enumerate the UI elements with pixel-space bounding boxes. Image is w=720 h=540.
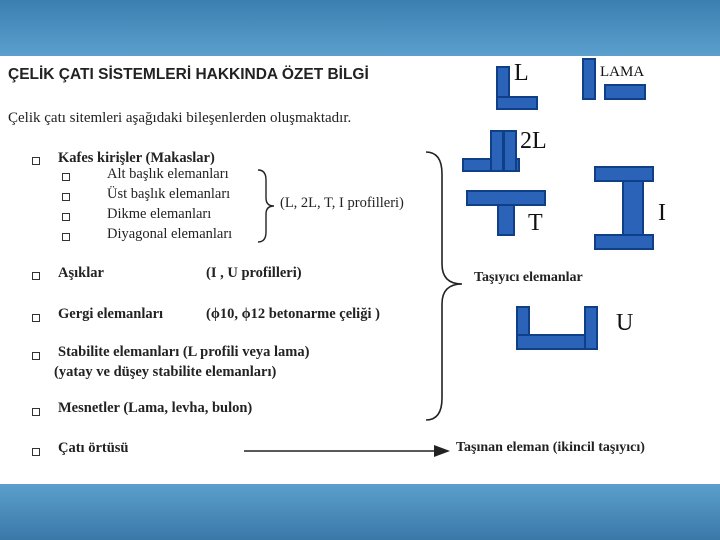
i-profile-icon: [594, 234, 654, 250]
kafes-item-ust: Üst başlık elemanları: [107, 186, 231, 202]
t-label: T: [528, 210, 543, 236]
tasinan-label: Taşınan eleman (ikincil taşıyıcı): [456, 440, 645, 455]
background-bottom: [0, 484, 720, 540]
sub-bullet: [62, 173, 70, 181]
stabilite-line1: Stabilite elemanları (L profili veya lama): [58, 344, 310, 360]
i-profile-icon: [622, 180, 644, 236]
l-label: L: [514, 60, 529, 86]
main-brace: [422, 150, 470, 422]
sub-bullet: [62, 233, 70, 241]
kafes-heading: Kafes kirişler (Makaslar): [58, 150, 215, 166]
bullet-stabilite: [32, 352, 40, 360]
i-label: I: [658, 200, 666, 226]
background-top: [0, 0, 720, 56]
bullet-gergi: [32, 314, 40, 322]
bullet-mesnetler: [32, 408, 40, 416]
bullet-asiklar: [32, 272, 40, 280]
lama-vertical-icon: [582, 58, 596, 100]
u-label: U: [616, 310, 634, 336]
gergi-label: Gergi elemanları: [58, 306, 164, 322]
slide-title: ÇELİK ÇATI SİSTEMLERİ HAKKINDA ÖZET BİLGİ: [8, 66, 369, 83]
lama-horizontal-icon: [604, 84, 646, 100]
bullet-kafes: [32, 157, 40, 165]
u-profile-icon: [584, 306, 598, 350]
lama-label: LAMA: [600, 64, 645, 80]
kafes-item-dikme: Dikme elemanları: [107, 206, 212, 222]
mesnetler-label: Mesnetler (Lama, levha, bulon): [58, 400, 253, 416]
asiklar-label: Aşıklar: [58, 265, 104, 281]
sub-bullet: [62, 213, 70, 221]
stabilite-line2: (yatay ve düşey stabilite elemanları): [54, 364, 277, 380]
u-profile-icon: [516, 334, 588, 350]
kafes-brace: [256, 168, 278, 244]
asiklar-profiles: (I , U profilleri): [206, 265, 302, 281]
kafes-profiles: (L, 2L, T, I profilleri): [280, 195, 404, 211]
2l-profile-icon: [503, 130, 517, 172]
tasiyici-label: Taşıyıcı elemanlar: [474, 270, 583, 285]
intro-text: Çelik çatı sitemleri aşağıdaki bileşenlerden oluşmaktadır.: [8, 110, 352, 126]
bullet-cati: [32, 448, 40, 456]
2l-profile-icon: [490, 130, 504, 172]
kafes-item-diyagonal: Diyagonal elemanları: [107, 226, 233, 242]
t-profile-icon: [497, 204, 515, 236]
kafes-item-alt: Alt başlık elemanları: [107, 166, 229, 182]
cati-label: Çatı örtüsü: [58, 440, 129, 456]
sub-bullet: [62, 193, 70, 201]
arrow-icon: [244, 444, 450, 458]
gergi-profiles: (ϕ10, ϕ12 betonarme çeliği ): [206, 306, 380, 322]
2l-label: 2L: [520, 128, 547, 154]
l-profile-icon: [496, 96, 538, 110]
